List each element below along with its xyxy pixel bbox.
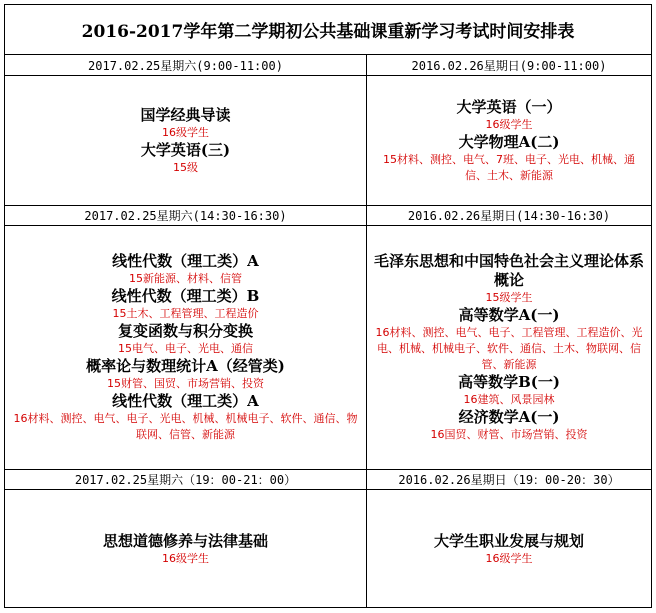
- student-groups: 15电气、电子、光电、通信: [118, 342, 253, 355]
- course-name: 复变函数与积分变换: [117, 322, 253, 340]
- slot-time: 2017.02.25星期六(9:00-11:00): [88, 58, 283, 73]
- student-groups: 15财管、国贸、市场营销、投资: [107, 377, 264, 390]
- exam-cell: [367, 490, 651, 608]
- course-name: 高等数学A(一): [458, 306, 560, 324]
- course-name: 大学英语(三): [140, 140, 231, 159]
- course-name: 线性代数（理工类）B: [111, 287, 260, 305]
- student-groups: 15级学生: [485, 291, 533, 304]
- student-groups: 15级: [173, 160, 198, 174]
- student-groups: 16国贸、财管、市场营销、投资: [430, 428, 588, 441]
- exam-schedule-table: [4, 4, 652, 608]
- student-groups: 16级学生: [485, 117, 533, 131]
- student-groups: 15土木、工程管理、工程造价: [112, 307, 259, 320]
- student-groups: 15新能源、材料、信管: [129, 272, 242, 285]
- exam-cell: [5, 226, 366, 469]
- student-groups: 16级学生: [162, 125, 209, 139]
- slot-time: 2016.02.26星期日（19：00-20：30）: [398, 472, 620, 487]
- course-name: 大学物理A(二): [458, 132, 560, 151]
- course-name: 大学生职业发展与规划: [433, 531, 584, 550]
- student-groups: 16建筑、风景园林: [463, 393, 555, 406]
- course-name: 高等数学B(一): [458, 373, 560, 391]
- student-groups: 16级学生: [485, 551, 533, 565]
- slot-time: 2016.02.26星期日(9:00-11:00): [411, 58, 607, 73]
- course-name: 概率论与数理统计A（经管类): [86, 357, 285, 375]
- student-groups: 15材料、测控、电气、7班、电子、光电、机械、通信、土木、新能源: [383, 152, 635, 182]
- course-name: 思想道德修养与法律基础: [102, 531, 268, 550]
- slot-time: 2017.02.25星期六(14:30-16:30): [84, 208, 287, 223]
- table-title: 2016-2017学年第二学期初公共基础课重新学习考试时间安排表: [5, 5, 651, 55]
- course-name: 线性代数（理工类）A: [112, 252, 259, 270]
- student-groups: 16级学生: [162, 551, 209, 565]
- exam-cell: [5, 76, 366, 205]
- student-groups: 16材料、测控、电气、电子、光电、机械、机械电子、软件、通信、物联网、信管、新能源: [13, 412, 358, 441]
- student-groups: 16材料、测控、电气、电子、工程管理、工程造价、光电、机械、机械电子、软件、通信、土木、物联网、信管、新能源: [375, 326, 643, 371]
- slot-time: 2017.02.25星期六（19：00-21：00）: [74, 472, 297, 487]
- exam-cell: [367, 76, 651, 205]
- course-name: 国学经典导读: [140, 105, 231, 124]
- exam-cell: [367, 226, 651, 469]
- course-name: 经济数学A(一): [458, 408, 560, 426]
- exam-cell: [5, 490, 366, 608]
- course-name: 大学英语（一）: [456, 97, 562, 116]
- course-name: 线性代数（理工类）A: [112, 392, 259, 410]
- slot-time: 2016.02.26星期日(14:30-16:30): [407, 208, 611, 223]
- course-name: 毛泽东思想和中国特色社会主义理论体系概论: [374, 252, 645, 289]
